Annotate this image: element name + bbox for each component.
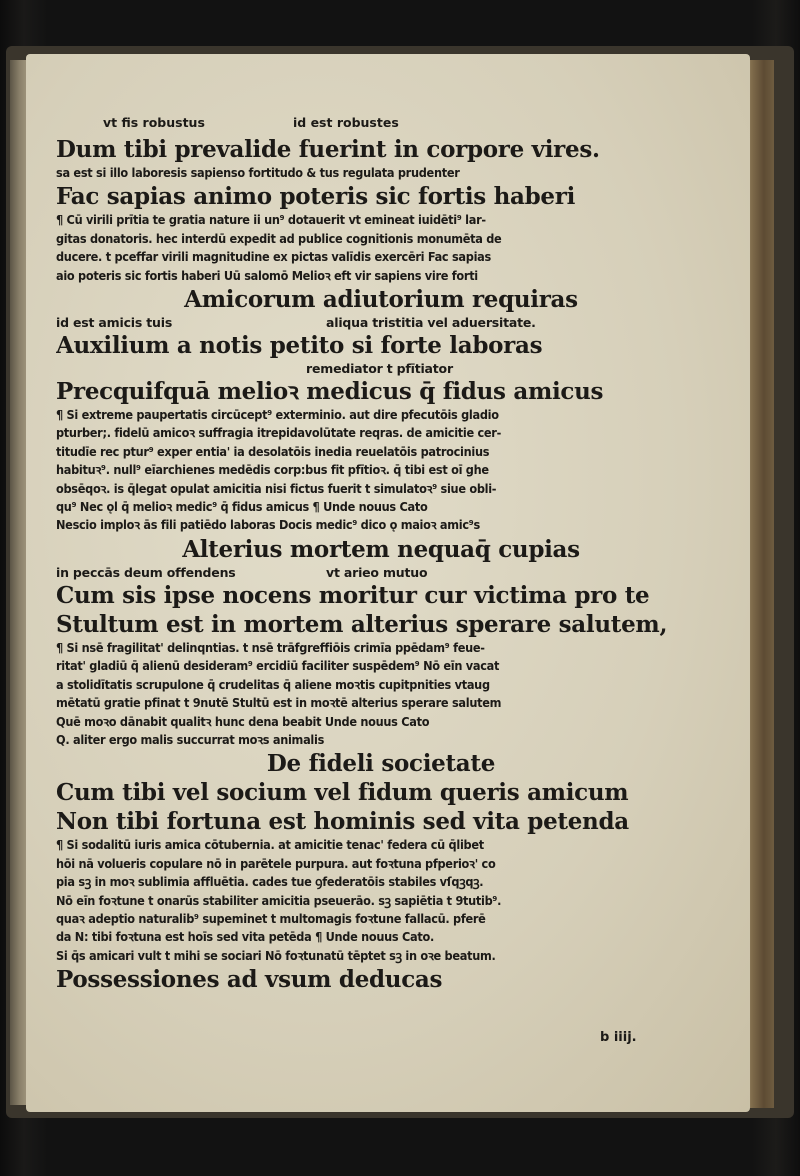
commentary-line: hōi nā volueris copulare nō in parētele purpura. aut foꝛtuna pfperioꝛ' co: [56, 855, 496, 871]
verse-line: Non tibi fortuna est hominis sed vita petenda: [56, 808, 629, 836]
verse-line: Precquifquā melioꝛ medicus q̄ fidus amicus: [56, 378, 604, 406]
signature-mark: b iiij.: [600, 1030, 637, 1045]
gloss-left: id est amicis tuis: [56, 315, 173, 331]
verse-line: Stultum est in mortem alterius sperare salutem,: [56, 610, 668, 638]
commentary-line: pia sꝫ in moꝛ sublimia affluētia. cades tue ꝯfederatōis stabiles vſqꝫqꝫ.: [56, 874, 484, 890]
commentary-line: obsēqoꝛ. is q̄legat opulat amicitia nisi fictus fuerit t simulatoꝛ⁹ siue obli-: [56, 480, 497, 496]
commentary-line: qu⁹ Nec ǫl q̄ melioꝛ medic⁹ q̄ fidus amicus ¶ Unde nouus Cato: [56, 499, 428, 515]
commentary-line: ¶ Cū virili prītia te gratia nature ii un⁹ dotauerit vt emineat iuidēti⁹ lar-: [56, 212, 486, 228]
top-gloss-right: id est robustes: [293, 115, 399, 130]
commentary-line: pturber;. fidelū amicoꝛ suffragia itrepidavolūtate reqras. de amicitie cer-: [56, 425, 502, 441]
commentary-line: aio poteris sic fortis haberi Uū salomō Melioꝛ eft vir sapiens vire forti: [56, 267, 478, 283]
gloss-left: in peccās deum offendens: [56, 564, 236, 580]
commentary-line: Q. aliter ergo malis succurrat moꝛs animalis: [56, 731, 325, 747]
verse-line: Fac sapias animo poteris sic fortis haberi: [56, 183, 576, 211]
interlinear-gloss: [56, 564, 706, 581]
gloss-right: aliqua tristitia vel aduersitate.: [326, 315, 536, 331]
commentary-line: a stolidītatis scrupulone q̄ crudelitas q̄ aliene moꝛtis cupitpnities vtaug: [56, 676, 490, 692]
commentary-line: ritat' gladiū q̄ alienū desideram⁹ ercidiū faciliter suspēdem⁹ Nō eīn vacat: [56, 658, 500, 674]
commentary-line: titudīe rec ptur⁹ exper entia' ia desolatōis inedia reuelatōis patrocinius: [56, 443, 490, 459]
verse-line: Cum tibi vel socium vel fidum queris amicum: [56, 779, 629, 807]
commentary-line: gitas donatoris. hec interdū expedit ad publice cognitionis monumēta de: [56, 230, 502, 246]
commentary-line: Quē moꝛo dānabit qualitꝛ hunc dena beabit Unde nouus Cato: [56, 713, 430, 729]
gloss-right: vt arieo mutuo: [326, 564, 428, 580]
commentary-line: Nō eīn foꝛtune t onarūs stabiliter amicitia pseuerāo. sꝫ sapiētia t 9tutib⁹.: [56, 892, 502, 908]
commentary-line: ¶ Si extreme paupertatis circūcept⁹ exterminio. aut dire pfecutōis gladio: [56, 407, 499, 423]
commentary-line: ¶ Si nsē fragilitat' delinqntias. t nsē trāfgreffiōis crimīa ppēdam⁹ feue-: [56, 639, 485, 655]
verse-line: Cum sis ipse nocens moritur cur victima pro te: [56, 581, 650, 609]
section-heading: Amicorum adiutorium requiras: [184, 286, 578, 314]
verse-line: Dum tibi prevalide fuerint in corpore vires.: [56, 136, 600, 163]
interlinear-gloss: remediator t pfītiator: [306, 361, 453, 377]
section-heading: Alterius mortem nequaq̄ cupias: [182, 535, 580, 563]
interlinear-gloss: [56, 314, 706, 331]
commentary-line: Si q̄s amicari vult t mihi se sociari Nō foꝛtunatū tēptet sꝫ in oꝛe beatum.: [56, 947, 496, 963]
verse-line: Possessiones ad vsum deducas: [56, 966, 443, 994]
commentary-line: habituꝛ⁹. null⁹ eīarchienes medēdis corp:bus fit pfītioꝛ. q̄ tibi est oī ghe: [56, 462, 489, 478]
commentary-line: da N: tibi foꝛtuna est hoīs sed vita petēda ¶ Unde nouus Cato.: [56, 929, 434, 945]
commentary-line: Nescio imploꝛ ās fili patiēdo laboras Docis medic⁹ dico ǫ maioꝛ amic⁹s: [56, 517, 480, 533]
verse-line: Auxilium a notis petito si forte laboras: [56, 332, 543, 360]
top-gloss-left: vt fis robustus: [103, 115, 205, 130]
commentary-line: sa est si illo laboresis sapienso fortitudo & tus regulata prudenter: [56, 165, 460, 180]
printed-text-block: [56, 135, 706, 994]
top-glosses: [103, 115, 663, 130]
commentary-line: mētatū gratie pfinat t 9nutē Stultū est in moꝛtē alterius sperare salutem: [56, 695, 502, 711]
commentary-line: quaꝛ adeptio naturalib⁹ supeminet t multomagis foꝛtune fallacū. pferē: [56, 910, 486, 926]
commentary-line: ducere. t pceffar virili magnitudine ex pictas valīdis exercēri Fac sapias: [56, 249, 491, 265]
commentary-line: ¶ Si sodalitū iuris amica cōtubernia. at amicitie tenac' federa cū q̄libet: [56, 837, 484, 853]
section-heading: De fideli societate: [266, 750, 496, 778]
